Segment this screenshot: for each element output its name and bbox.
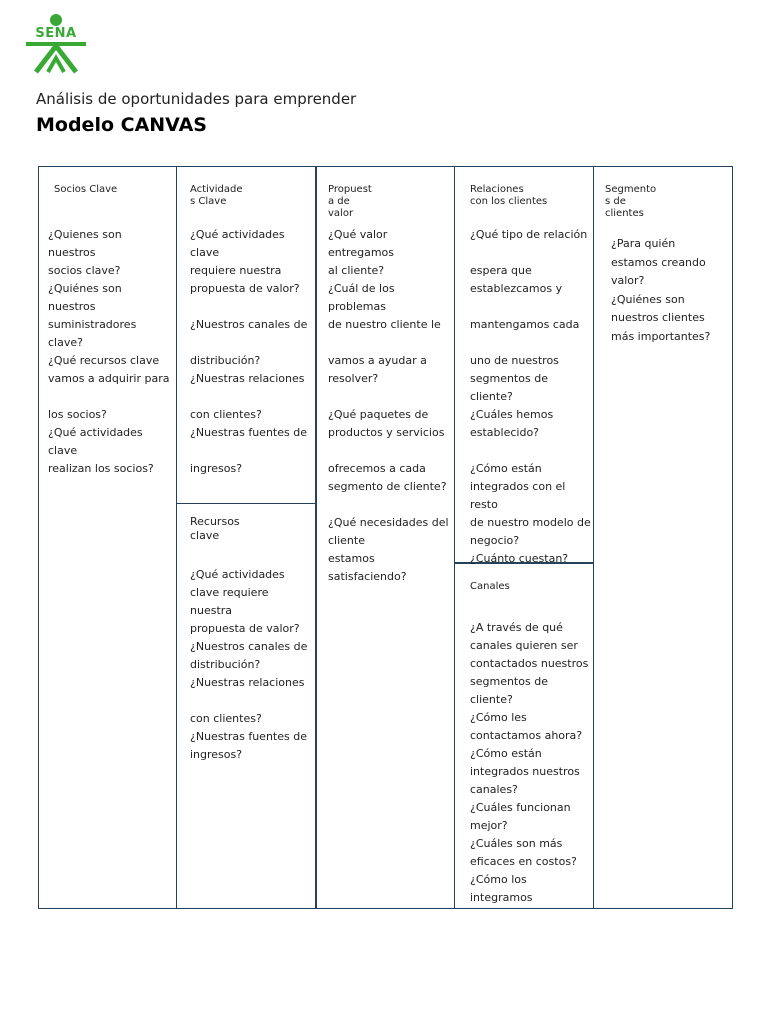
canales-block: [470, 581, 594, 909]
question-line: problemas: [328, 300, 386, 313]
question-line: ¿Qué actividades: [48, 426, 143, 439]
question-line: clave?: [48, 336, 83, 349]
question-line: integramos: [470, 891, 533, 904]
question-line: negocio?: [470, 534, 520, 547]
question-line: estamos creando: [611, 255, 706, 269]
question-line: [470, 300, 594, 318]
relaciones-clientes-heading: Relaciones con los clientes: [470, 184, 548, 207]
socios-clave-block: [48, 184, 176, 480]
question-line: ¿Cuál de los: [328, 282, 395, 295]
question-line: ¿Cómo están: [470, 747, 542, 760]
sena-logo-text: SENA: [35, 26, 77, 41]
sena-logo: [26, 12, 86, 76]
question-line: nuestros: [48, 246, 96, 259]
relaciones-clientes-questions: [470, 228, 594, 570]
question-line: [48, 390, 176, 408]
question-line: cliente?: [470, 390, 513, 403]
question-line: ¿Qué recursos clave: [48, 354, 160, 367]
question-line: distribución?: [190, 658, 261, 671]
question-line: ¿Para quién: [611, 237, 676, 250]
question-line: ¿Qué paquetes de: [328, 408, 429, 421]
actividades-clave-block: [190, 184, 314, 480]
question-line: realizan los socios?: [48, 462, 154, 475]
question-line: [190, 694, 314, 712]
question-line: propuesta de valor?: [190, 622, 300, 635]
question-line: vamos a ayudar a: [328, 354, 427, 367]
question-line: con clientes?: [190, 712, 262, 725]
question-line: [328, 498, 454, 516]
question-line: ¿Quienes son: [48, 228, 122, 241]
divider: [315, 167, 317, 908]
question-line: nuestra: [190, 604, 233, 617]
segmentos-clientes-questions: [605, 237, 733, 348]
question-line: segmento de cliente?: [328, 480, 447, 493]
propuesta-valor-questions: [328, 228, 454, 588]
question-line: ¿Cuáles hemos: [470, 408, 554, 421]
question-line: socios clave?: [48, 264, 121, 277]
question-line: con clientes?: [190, 408, 262, 421]
question-line: integrados con el: [470, 480, 566, 493]
question-line: canales quieren ser: [470, 639, 578, 652]
question-line: ofrecemos a cada: [328, 462, 426, 475]
relaciones-clientes-block: [470, 184, 594, 570]
question-line: ¿Qué actividades: [190, 568, 285, 581]
question-line: suministradores: [48, 318, 137, 331]
question-line: ¿Cuáles funcionan: [470, 801, 571, 814]
question-line: de nuestro modelo de: [470, 516, 591, 529]
question-line: ¿Cuáles son más: [470, 837, 563, 850]
question-line: [190, 336, 314, 354]
question-line: [190, 444, 314, 462]
question-line: al cliente?: [328, 264, 385, 277]
question-line: resto: [470, 498, 498, 511]
canales-questions: [470, 621, 594, 909]
question-line: productos y servicios: [328, 426, 445, 439]
question-line: [470, 444, 594, 462]
question-line: cliente?: [470, 693, 513, 706]
propuesta-valor-block: [328, 184, 454, 588]
question-line: clave: [190, 246, 220, 259]
sena-logo-figure: [26, 12, 86, 76]
question-line: [190, 300, 314, 318]
divider: [454, 167, 455, 908]
question-line: ¿Qué necesidades del: [328, 516, 449, 529]
question-line: vamos a adquirir para: [48, 372, 170, 385]
question-line: eficaces en costos?: [470, 855, 577, 868]
question-line: resolver?: [328, 372, 379, 385]
question-line: más importantes?: [611, 329, 711, 343]
question-line: nuestros clientes: [611, 311, 705, 324]
page-subtitle: Análisis de oportunidades para emprender: [36, 90, 357, 108]
question-line: mejor?: [470, 819, 508, 832]
socios-clave-heading: Socios Clave: [54, 184, 118, 195]
question-line: ¿Cómo están: [470, 462, 542, 475]
segmentos-clientes-block: [605, 184, 733, 348]
propuesta-valor-heading: Propuest a de valor: [328, 184, 372, 219]
question-line: clave requiere: [190, 586, 269, 599]
question-line: requiere nuestra: [190, 264, 282, 277]
question-line: satisfaciendo?: [328, 570, 407, 583]
question-line: ¿Nuestros canales de: [190, 640, 308, 653]
socios-clave-questions: [48, 228, 176, 480]
question-line: ¿Qué tipo de relación: [470, 228, 588, 241]
question-line: [328, 444, 454, 462]
question-line: distribución?: [190, 354, 261, 367]
canales-heading: Canales: [470, 581, 510, 592]
question-line: ¿Qué valor: [328, 228, 388, 241]
recursos-clave-questions: [190, 568, 314, 766]
question-line: ¿Nuestras fuentes de: [190, 730, 307, 743]
question-line: [328, 390, 454, 408]
question-line: [190, 390, 314, 408]
question-line: mantengamos cada: [470, 318, 580, 331]
question-line: entregamos: [328, 246, 394, 259]
question-line: ¿Cómo les: [470, 711, 527, 724]
question-line: clave: [48, 444, 78, 457]
question-line: canales?: [470, 783, 518, 796]
question-line: ¿Cómo los: [470, 873, 527, 886]
question-line: ¿Qué actividades: [190, 228, 285, 241]
canvas-grid: [38, 166, 733, 909]
question-line: ¿Cuánto cuestan?: [470, 552, 569, 565]
actividades-clave-heading: Actividade s Clave: [190, 184, 243, 207]
recursos-clave-block: [190, 515, 314, 766]
divider: [176, 167, 177, 908]
question-line: ¿A través de qué: [470, 621, 563, 634]
actividades-clave-questions: [190, 228, 314, 480]
question-line: [328, 336, 454, 354]
question-line: establecido?: [470, 426, 540, 439]
question-line: los socios?: [48, 408, 107, 421]
question-line: valor?: [611, 274, 645, 287]
divider: [177, 503, 315, 504]
question-line: ¿Nuestros canales de: [190, 318, 308, 331]
question-line: propuesta de valor?: [190, 282, 300, 295]
question-line: [470, 246, 594, 264]
question-line: nuestros: [48, 300, 96, 313]
question-line: segmentos de: [470, 372, 548, 385]
question-line: establezcamos y: [470, 282, 563, 295]
question-line: ¿Quiénes son: [48, 282, 122, 295]
question-line: ¿Nuestras relaciones: [190, 372, 305, 385]
question-line: espera que: [470, 264, 532, 277]
question-line: ingresos?: [190, 748, 243, 761]
question-line: ¿Nuestras fuentes de: [190, 426, 307, 439]
question-line: de nuestro cliente le: [328, 318, 441, 331]
question-line: [470, 336, 594, 354]
question-line: integrados nuestros: [470, 765, 580, 778]
question-line: ¿Quiénes son: [611, 292, 685, 306]
question-line: contactados nuestros: [470, 657, 589, 670]
recursos-clave-heading: Recursos clave: [190, 515, 240, 542]
question-line: estamos: [328, 552, 375, 565]
question-line: ingresos?: [190, 462, 243, 475]
question-line: contactamos ahora?: [470, 729, 583, 742]
question-line: segmentos de: [470, 675, 548, 688]
segmentos-clientes-heading: Segmento s de clientes: [605, 184, 657, 219]
question-line: cliente: [328, 534, 365, 547]
question-line: ¿Nuestras relaciones: [190, 676, 305, 689]
page-title: Modelo CANVAS: [36, 114, 207, 136]
question-line: uno de nuestros: [470, 354, 559, 367]
